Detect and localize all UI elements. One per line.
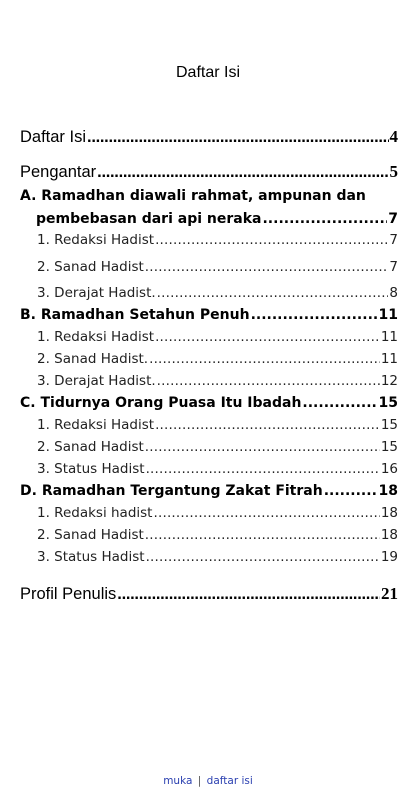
toc-page-number: 19 <box>380 549 398 565</box>
toc-entry-label: 3. Derajat Hadist. <box>37 285 156 301</box>
footer-link-daftar-isi[interactable]: daftar isi <box>206 775 253 787</box>
toc-page-number: 12 <box>380 373 398 389</box>
dot-leader <box>153 505 379 521</box>
toc-entry-label: 1. Redaksi Hadist <box>37 417 155 433</box>
toc-entry-label: 1. Redaksi Hadist <box>37 329 155 345</box>
toc-entry-pengantar[interactable] <box>20 162 398 182</box>
toc-page-number: 15 <box>380 439 398 455</box>
toc-page-number: 16 <box>380 461 398 477</box>
toc-page-number: 21 <box>381 584 398 603</box>
toc-entry-label: Profil Penulis <box>20 585 117 603</box>
dot-leader <box>117 585 380 604</box>
toc-entry-label: 2. Sanad Hadist <box>37 527 144 543</box>
dot-leader <box>155 329 380 345</box>
toc-section-a[interactable] <box>36 211 398 227</box>
toc-page-number: 7 <box>388 211 398 227</box>
toc-subentry[interactable] <box>20 329 398 345</box>
toc-page-number: 18 <box>380 505 398 521</box>
footer-separator: | <box>197 775 202 787</box>
toc-subentry[interactable] <box>20 549 398 565</box>
toc-entry-label: Daftar Isi <box>20 128 87 146</box>
toc-page-number: 15 <box>380 417 398 433</box>
toc-entry-label: C. Tidurnya Orang Puasa Itu Ibadah <box>20 395 302 411</box>
toc-subentry[interactable] <box>20 505 398 521</box>
toc-subentry[interactable] <box>20 351 398 367</box>
toc-section-a-line1[interactable]: A. Ramadhan diawali rahmat, ampunan dan <box>20 188 366 204</box>
toc-page-number: 11 <box>378 307 398 323</box>
toc-section-b[interactable] <box>20 307 398 323</box>
toc-entry-label: 1. Redaksi hadist <box>37 505 153 521</box>
toc-entry-label: 3. Status Hadist <box>37 549 145 565</box>
dot-leader <box>157 285 389 301</box>
toc-entry-daftar-isi[interactable] <box>20 127 398 147</box>
toc-entry-label: pembebasan dari api neraka <box>36 211 262 227</box>
toc-section-c[interactable] <box>20 395 398 411</box>
dot-leader <box>251 307 378 323</box>
dot-leader <box>146 549 380 565</box>
toc-entry-label: 3. Derajat Hadist. <box>37 373 156 389</box>
toc-subentry[interactable] <box>20 259 398 275</box>
toc-entry-label: Pengantar <box>20 163 97 181</box>
toc-entry-label: B. Ramadhan Setahun Penuh <box>20 307 250 323</box>
toc-page-number: 18 <box>380 527 398 543</box>
toc-page-number: 8 <box>389 285 398 301</box>
toc-subentry[interactable] <box>20 285 398 301</box>
toc-section-d[interactable] <box>20 483 398 499</box>
dot-leader <box>145 259 389 275</box>
toc-subentry[interactable] <box>20 373 398 389</box>
dot-leader <box>157 373 380 389</box>
toc-page-number: 7 <box>389 232 398 248</box>
toc-entry-label: 1. Redaksi Hadist <box>37 232 155 248</box>
dot-leader <box>302 395 377 411</box>
footer-link-muka[interactable]: muka <box>163 775 193 787</box>
toc-page-number: 11 <box>380 329 398 345</box>
toc-subentry[interactable] <box>20 232 398 248</box>
toc-page-number: 4 <box>389 127 398 146</box>
dot-leader <box>145 439 380 455</box>
toc-subentry[interactable] <box>20 439 398 455</box>
dot-leader <box>155 232 388 248</box>
dot-leader <box>146 461 380 477</box>
toc-subentry[interactable] <box>20 461 398 477</box>
toc-entry-label: 2. Sanad Hadist <box>37 439 144 455</box>
toc-page-number: 11 <box>380 351 398 367</box>
dot-leader <box>324 483 378 499</box>
toc-page-number: 7 <box>389 259 398 275</box>
footer-nav <box>0 775 416 787</box>
toc-entry-label: 3. Status Hadist <box>37 461 145 477</box>
dot-leader <box>145 527 380 543</box>
dot-leader <box>262 211 387 227</box>
dot-leader <box>87 128 388 147</box>
toc-page-number: 5 <box>389 162 398 181</box>
toc-subentry[interactable] <box>20 527 398 543</box>
toc-page-number: 18 <box>378 483 398 499</box>
toc-page-number: 15 <box>378 395 398 411</box>
toc-entry-label: 2. Sanad Hadist <box>37 259 144 275</box>
page-title: Daftar Isi <box>175 64 240 81</box>
dot-leader <box>97 163 388 182</box>
dot-leader <box>149 351 380 367</box>
toc-entry-profil-penulis[interactable] <box>20 584 398 604</box>
toc-entry-label: D. Ramadhan Tergantung Zakat Fitrah <box>20 483 323 499</box>
toc-entry-label: 2. Sanad Hadist. <box>37 351 149 367</box>
toc-subentry[interactable] <box>20 417 398 433</box>
dot-leader <box>155 417 380 433</box>
